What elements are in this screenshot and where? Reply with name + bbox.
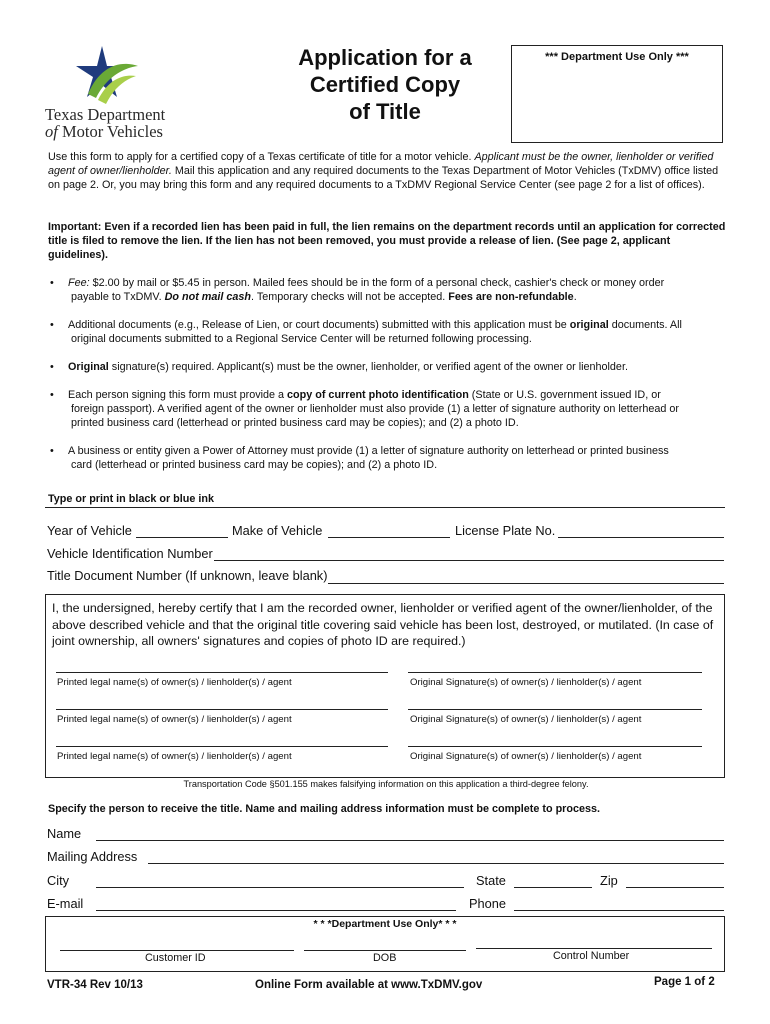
bullet-signature <box>48 360 728 374</box>
sig-original: Original <box>68 361 109 373</box>
vin-field[interactable] <box>214 560 724 561</box>
fee-nonrefundable: Fees are non-refundable <box>448 291 574 304</box>
photo-text-d: printed business card (letterhead or printed business card may be copies); and (2) a photo ID. <box>71 417 519 430</box>
title-line-1: Application for a <box>298 45 472 70</box>
important-notice: Important: Even if a recorded lien has been paid in full, the lien remains on the department records until an application for corrected title is filed to remove the lien. If the lien has not been removed, you must provide a release of lien. (See page 2, applicant guidelines). <box>48 221 726 262</box>
fee-text-b: payable to TxDMV. <box>71 291 162 304</box>
signature-label: Original Signature(s) of owner(s) / lienholder(s) / agent <box>410 751 642 762</box>
mailing-address-label: Mailing Address <box>47 849 138 864</box>
fee-label: Fee: <box>68 277 90 289</box>
printed-name-field-3[interactable] <box>56 746 388 747</box>
sig-text: signature(s) required. Applicant(s) must be the owner, lienholder, or verified agent of the owner or lienholder. <box>111 361 628 373</box>
photo-text-c: foreign passport). A verified agent of the owner or lienholder must also provide (1) a letter of signature authority on letterhead or <box>71 403 679 416</box>
poa-text-a: A business or entity given a Power of Attorney must provide (1) a letter of signature authority on letterhead or printed business <box>68 445 669 457</box>
dob-label: DOB <box>373 952 397 964</box>
customer-id-field[interactable] <box>60 950 294 951</box>
online-form-note: Online Form available at www.TxDMV.gov <box>255 979 483 991</box>
docs-text-c: original documents submitted to a Regional Service Center will be returned following processing. <box>71 333 532 346</box>
bullet-dot: • <box>50 277 54 289</box>
fee-text: $2.00 by mail or $5.45 in person. Mailed fees should be in the form of a personal check, cashier's check or money order <box>92 277 665 289</box>
signature-label: Original Signature(s) of owner(s) / lienholder(s) / agent <box>410 714 642 725</box>
control-number-field[interactable] <box>476 948 712 949</box>
make-field[interactable] <box>328 537 450 538</box>
phone-label: Phone <box>469 896 507 911</box>
bullet-dot: • <box>50 389 54 401</box>
dob-field[interactable] <box>304 950 466 951</box>
fee-no-cash: Do not mail cash <box>164 291 252 304</box>
fee-text-end: . <box>573 291 577 304</box>
department-use-label: *** Department Use Only *** <box>545 51 689 63</box>
texas-star-logo-icon <box>40 44 180 106</box>
printed-name-field-2[interactable] <box>56 709 388 710</box>
title-doc-label: Title Document Number (If unknown, leave blank) <box>47 568 328 583</box>
signature-field-3[interactable] <box>408 746 702 747</box>
mailing-address-field[interactable] <box>148 863 724 864</box>
bullet-photo-id <box>48 388 728 431</box>
title-line-2: Certified Copy <box>309 72 461 97</box>
bullet-power-of-attorney <box>48 444 728 472</box>
intro-applicant-note: Applicant must be the owner, lienholder or verified agent of owner/lienholder. <box>48 151 714 178</box>
page-number: Page 1 of 2 <box>654 976 715 988</box>
control-number-label: Control Number <box>553 950 630 962</box>
intro-text-a: Use this form to apply for a certified copy of a Texas certificate of title for a motor vehicle. <box>48 151 472 163</box>
certification-text: I, the undersigned, hereby certify that I am the recorded owner, lienholder or verified agent of the owner/lienholder, of the above described vehicle and that the original title covering said vehicle has been lost, destroyed, or mutilated. (In case of joint ownership, all owners' signatures and copies of photo ID are required.) <box>52 601 714 649</box>
bullet-dot: • <box>50 361 54 373</box>
recipient-header: Specify the person to receive the title. Name and mailing address information must be complete to process. <box>48 803 600 815</box>
signature-field-1[interactable] <box>408 672 702 673</box>
poa-text-b: card (letterhead or printed business card may be copies); and (2) a photo ID. <box>71 459 438 472</box>
photo-text-a: Each person signing this form must provide a <box>68 389 285 401</box>
city-field[interactable] <box>96 887 464 888</box>
docs-original: original <box>569 319 609 331</box>
customer-id-label: Customer ID <box>145 952 206 964</box>
page-title <box>283 44 487 125</box>
vin-label: Vehicle Identification Number <box>47 546 213 561</box>
photo-id-bold: copy of current photo identification <box>287 389 469 401</box>
intro-paragraph <box>48 150 728 193</box>
email-label: E-mail <box>47 896 84 911</box>
email-field[interactable] <box>96 910 456 911</box>
ink-instruction: Type or print in black or blue ink <box>48 493 214 505</box>
felony-note: Transportation Code §501.155 makes falsifying information on this application a third-degree felony. <box>183 779 589 789</box>
phone-field[interactable] <box>514 910 724 911</box>
bullet-fee <box>48 276 728 304</box>
docs-text-a: Additional documents (e.g., Release of Lien, or court documents) submitted with this application must be <box>68 319 567 331</box>
fee-text-c: . Temporary checks will not be accepted. <box>251 291 446 304</box>
year-label: Year of Vehicle <box>47 523 132 538</box>
department-use-box <box>511 45 723 143</box>
name-field[interactable] <box>96 840 724 841</box>
year-field[interactable] <box>136 537 228 538</box>
zip-field[interactable] <box>626 887 724 888</box>
city-label: City <box>47 873 70 888</box>
photo-text-b: (State or U.S. government issued ID, or <box>471 389 661 401</box>
make-label: Make of Vehicle <box>232 523 323 538</box>
bullet-documents <box>48 318 728 346</box>
agency-name-line1: Texas Department <box>45 105 166 124</box>
docs-text-b: documents. All <box>611 319 682 331</box>
state-label: State <box>476 873 506 888</box>
signature-label: Original Signature(s) of owner(s) / lienholder(s) / agent <box>410 677 642 688</box>
title-line-3: of Title <box>349 99 421 124</box>
section-divider <box>45 507 725 508</box>
department-use-bottom-label: * * *Department Use Only* * * <box>313 918 457 930</box>
form-id: VTR-34 Rev 10/13 <box>47 979 143 991</box>
bullet-dot: • <box>50 319 54 331</box>
txdmv-logo <box>40 44 180 140</box>
printed-name-label: Printed legal name(s) of owner(s) / lienholder(s) / agent <box>57 751 292 762</box>
state-field[interactable] <box>514 887 592 888</box>
license-plate-field[interactable] <box>558 537 724 538</box>
name-label: Name <box>47 826 82 841</box>
printed-name-label: Printed legal name(s) of owner(s) / lienholder(s) / agent <box>57 714 292 725</box>
printed-name-label: Printed legal name(s) of owner(s) / lienholder(s) / agent <box>57 677 292 688</box>
printed-name-field-1[interactable] <box>56 672 388 673</box>
plate-label: License Plate No. <box>455 523 556 538</box>
zip-label: Zip <box>600 873 618 888</box>
agency-name-line2: Motor Vehicles <box>61 122 163 141</box>
intro-text-b: Mail this application and any required documents to the Texas Department of Motor Vehicles (TxDMV) office listed on page 2. Or, you may bring this form and any required documents to a TxDMV Regional Service Center (see page 2 for a list of offices). <box>48 165 719 192</box>
title-document-field[interactable] <box>328 583 724 584</box>
agency-name-of: of <box>45 122 58 141</box>
bullet-dot: • <box>50 445 54 457</box>
signature-field-2[interactable] <box>408 709 702 710</box>
